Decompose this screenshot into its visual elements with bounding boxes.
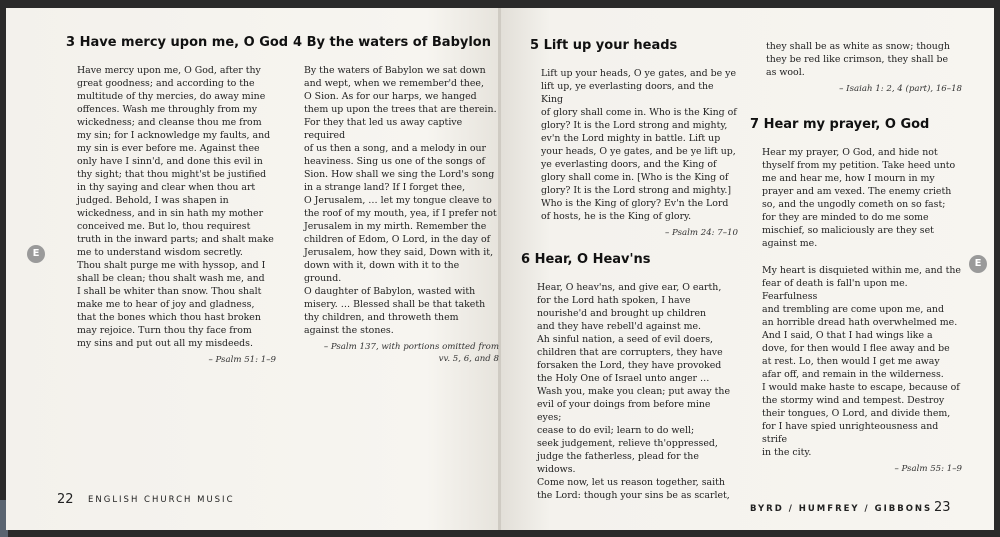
item-6-text: Hear, O heav'ns, and give ear, O earth, for the Lord hath spoken, I have nourishe'd and brought up children and they have rebell'd against me. Ah sinful nation, a seed of evil doers, children that are corrupters, they have forsaken the Lord, they have provoked the Holy One of Israel unto anger … Wash you, make you clean; put away the evil of your doings from before mine eyes; cease to do evil; learn to do well; seek judgement, relieve th'oppressed, judge the fatherless, plead for the widows. Come now, let us reason together, saith the Lord: though your sins be as scarlet, [537,282,731,501]
item-4-source: – Psalm 137, with portions omitted from vv. 5, 6, and 8 [323,342,499,364]
right-page-number: 23 [934,500,951,515]
item-5-text: Lift up your heads, O ye gates, and be ye lift up, ye everlasting doors, and the King of glory shall come in. Who is the King of glory? It is the Lord strong and mighty, ev'n the Lord mighty in battle. Lift up your heads, O ye gates, and be ye lift up, ye everlasting doors, and the King of glory shall come in. [Who is the King of glory? It is the Lord strong and mighty.] Who is the King of glory? Ev'n the Lord of hosts, he is the King of glory. [541,68,737,222]
item-7-text: Hear my prayer, O God, and hide not thyself from my petition. Take heed unto me and hear me, how I mourn in my prayer and am vexed. The enemy crieth so, and the ungodly cometh on so fast; for they are minded to do me some mischief, so maliciously are they set against me. [762,147,956,249]
item-3-heading: 3 Have mercy upon me, O God [66,35,289,50]
item-5 [530,38,738,239]
item-6-source: – Isaiah 1: 2, 4 (part), 16–18 [839,84,962,94]
item-3-source: – Psalm 51: 1–9 [208,355,276,365]
section-tab-left: E [27,245,45,263]
item-5-source: – Psalm 24: 7–10 [664,228,738,238]
item-7-text-2: My heart is disquieted within me, and the fear of death is fall'n upon me. Fearfulness and trembling are come upon me, and an horrible dread hath overwhelmed me. And I said, O that I had wings like a dove, for then would I flee away and be at rest. Lo, then would I get me away afar off, and remain in the wilderness. I would make haste to escape, because of the stormy wind and tempest. Destroy their tongues, O Lord, and divide them, for I have spied unrighteousness and strife in the city. [762,265,961,458]
section-tab-right: E [969,255,987,273]
item-7-source: – Psalm 55: 1–9 [894,464,962,474]
item-4 [293,35,499,365]
item-5-heading: 5 Lift up your heads [530,38,678,53]
item-4-text: By the waters of Babylon we sat down and wept, when we remember'd thee, O Sion. As for our harps, we hanged them up upon the trees that are therein. For they that led us away captive required of us then a song, and a melody in our heaviness. Sing us one of the songs of Sion. How shall we sing the Lord's song in a strange land? If I forget thee, O Jerusalem, … let my tongue cleave to the roof of my mouth, yea, if I prefer not Jerusalem in my mirth. Remember the children of Edom, O Lord, in the day of Jerusalem, how they said, Down with it, down with it, down with it to the ground. O daughter of Babylon, wasted with misery. … Blessed shall be that taketh thy children, and throweth them against the stones. [304,65,497,336]
item-3 [66,35,289,366]
item-7 [750,117,962,475]
item-4-heading: 4 By the waters of Babylon [293,35,491,50]
item-3-text: Have mercy upon me, O God, after thy great goodness; and according to the multitude of thy mercies, do away mine offences. Wash me throughly from my wickedness; and cleanse thou me from my sin; for I acknowledge my faults, and my sin is ever before me. Against thee only have I sinn'd, and done this evil in thy sight; that thou might'st be justified in thy saying and clear when thou art judged. Behold, I was shapen in wickedness, and in sin hath my mother conceived me. But lo, thou requirest truth in the inward parts; and shalt make me to understand wisdom secretly. Thou shalt purge me with hyssop, and I shall be clean; thou shalt wash me, and I shall be whiter than snow. Thou shalt make me to hear of joy and gladness, that the bones which thou hast broken may rejoice. Turn thou thy face from my sins and put out all my misdeeds. [77,65,274,349]
right-running-title: BYRD / HUMFREY / GIBBONS [750,504,933,514]
item-6-continued-text: they shall be as white as snow; though they be red like crimson, they shall be as wool. [766,41,950,78]
left-page-number: 22 [57,492,74,507]
left-running-title: ENGLISH CHURCH MUSIC [88,495,235,505]
item-7-heading: 7 Hear my prayer, O God [750,117,930,132]
item-6-heading: 6 Hear, O Heav'ns [521,252,651,267]
item-6 [521,252,733,502]
item-6-continued [754,40,962,95]
